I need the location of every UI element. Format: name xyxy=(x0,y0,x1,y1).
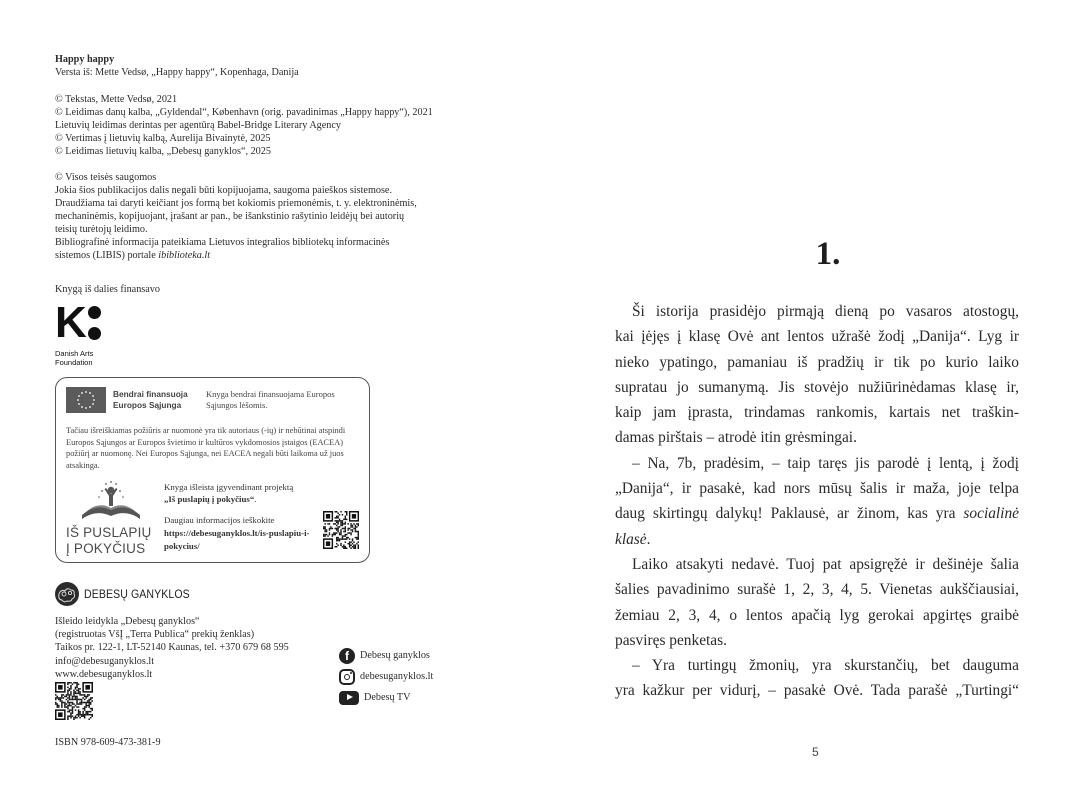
eu-star-icon xyxy=(85,391,87,393)
instagram-icon xyxy=(339,669,355,685)
publisher-address: Taikos pr. 122-1, LT-52140 Kaunas, tel. +370 679 68 595 xyxy=(55,642,289,654)
eu-funding-label: Bendrai finansuoja Europos Sąjunga xyxy=(113,389,188,410)
project-name: „Iš puslapių į pokyčius“ xyxy=(164,494,255,504)
publisher-logo-mark-icon xyxy=(55,582,79,606)
eu-funding-description: Knyga bendrai finansuojama Europos Sąjungos lėšomis. xyxy=(206,389,335,410)
text-line: klasė. xyxy=(615,530,651,548)
paragraph xyxy=(615,653,1019,704)
project-logo xyxy=(66,481,156,557)
publisher-info-line: Išleido leidykla „Debesų ganyklos“ xyxy=(55,616,200,627)
open-book-person-icon xyxy=(80,481,142,523)
project-description: Knyga išleista įgyvendinant projektą „Iš puslapių į pokyčius“. xyxy=(164,482,294,504)
social-facebook[interactable]: f Debesų ganyklos xyxy=(339,645,433,666)
rights-line: © Visos teisės saugomos xyxy=(55,172,157,183)
text-line: pasviręs penketas. xyxy=(615,631,727,649)
paragraph xyxy=(615,451,1019,552)
youtube-icon xyxy=(339,691,359,705)
libis-line xyxy=(55,249,417,262)
eu-star-icon xyxy=(89,392,91,394)
copyright-line: © Tekstas, Mette Vedsø, 2021 xyxy=(55,94,178,105)
rights-block xyxy=(55,171,417,262)
project-link[interactable]: https://debesuganyklos.lt/is-puslapiu-i-pokycius/ xyxy=(164,528,310,551)
copyright-block xyxy=(55,93,433,158)
eu-star-icon xyxy=(81,392,83,394)
copyright-line: © Vertimas į lietuvių kalbą, Aurelija Bivainytė, 2025 xyxy=(55,133,271,144)
publisher-website[interactable]: www.debesuganyklos.lt xyxy=(55,668,153,680)
text-line: yra kažkur per vidurį, – pasakė Ovė. Tada parašė „Turtingi“ xyxy=(615,682,1019,700)
text-line: nieko ypatingo, pamaniau iš pradžių ir tik po kurio laiko xyxy=(615,353,1019,371)
eu-disclaimer: Tačiau išreiškiamas požiūris ar nuomonė yra tik autoriaus (-ių) ir nebūtinai atspindi Europos Sąjungos ar Europos švietimo ir kultūros vykdomosios įstaigos (EACEA) požiūrį ar nuomonę. Nei Europos Sąjunga, nei EACEA negali būti laikoma už juos atsakinga. xyxy=(66,426,346,470)
eu-star-icon xyxy=(89,406,91,408)
eu-funding-box xyxy=(55,377,370,563)
text-line: damas pirštais – atrodė itin grėsmingai. xyxy=(615,429,857,447)
kda-mark xyxy=(55,298,115,347)
social-links xyxy=(339,645,433,708)
rights-line: Bibliografinė informacija pateikiama Lietuvos integralios bibliotekų informacinės xyxy=(55,237,390,248)
libis-prefix: sistemos (LIBIS) portale xyxy=(55,250,159,261)
kda-k-letter: K xyxy=(55,298,85,347)
rights-line: mechaninėmis, kopijuojant, įrašant ar pan., be išankstinio rašytinio leidėjų bei autorių xyxy=(55,211,405,222)
facebook-icon: f xyxy=(339,648,355,664)
eu-star-icon xyxy=(85,407,87,409)
chapter-number: 1. xyxy=(815,236,841,272)
text-line: daug skirtingų dalykų! Paklausė, ar žinom, kas yra socialinė xyxy=(615,505,1019,523)
text-line: „Danija“, ir pasakė, kad nors mūsų šalis ir maža, joje telpa xyxy=(615,480,1019,498)
text-line: kaip jam įprasta, trindamas rankomis, kartais net traškin- xyxy=(615,404,1019,422)
page-number: 5 xyxy=(812,745,819,759)
eu-star-icon xyxy=(78,403,80,405)
copyright-line: © Leidimas danų kalba, „Gyldendal“, København (orig. pavadinimas „Happy happy“), 2021 xyxy=(55,107,433,118)
danish-arts-foundation-logo xyxy=(55,298,115,367)
isbn: ISBN 978-609-473-381-9 xyxy=(55,737,161,748)
eu-star-icon xyxy=(92,395,94,397)
publisher-info-line: (registruotas VšĮ „Terra Publica“ prekių ženklas) xyxy=(55,629,255,641)
text-line: – Na, 7b, pradėsim, – taip taręs jis parodė į lentą, į žodį xyxy=(632,454,1019,472)
eu-star-icon xyxy=(81,406,83,408)
social-instagram[interactable]: debesuganyklos.lt xyxy=(339,666,433,687)
right-page-chapter xyxy=(540,0,1080,801)
text-line: Ši istorija prasidėjo pirmąją dieną po vasaros atostogų, xyxy=(632,303,1019,320)
text-line: supratau jo sumanymą. Jis stovėjo nužiūrinėdamas klasę ir, xyxy=(615,378,1019,396)
libis-link[interactable]: ibiblioteka.lt xyxy=(158,250,211,261)
publisher-logo-name: DEBESŲ GANYKLOS xyxy=(84,587,190,601)
publisher-qr-code-icon[interactable] xyxy=(55,682,93,720)
qr-code-icon[interactable] xyxy=(323,511,359,549)
rights-line: Jokia šios publikacijos dalis negali būti kopijuojama, saugoma paieškos sistemose. xyxy=(55,185,392,196)
project-more-info: Daugiau informacijos ieškokite https://debesuganyklos.lt/is-puslapiu-i-pokycius/ xyxy=(164,514,314,553)
publisher-logo xyxy=(55,582,204,606)
text-line: – Yra turtingų žmonių, yra skurstančių, bet dauguma xyxy=(632,657,1019,675)
rights-line: teisių turėtojų leidimo. xyxy=(55,224,148,235)
copyright-line: Lietuvių leidimas derintas per agentūrą Babel-Bridge Literary Agency xyxy=(55,120,341,131)
eu-star-icon xyxy=(77,399,79,401)
paragraph xyxy=(615,299,1019,451)
text-line: šalies pavadinimo surašė 1, 2, 3, 4, 5. Vienetas aukščiausiai, xyxy=(615,581,1019,599)
translated-from: Versta iš: Mette Vedsø, „Happy happy“, Kopenhaga, Danija xyxy=(55,67,299,78)
paragraph xyxy=(615,552,1019,653)
text-line: kai įėjęs į klasę Ovė ant lentos užrašė žodį „Danija“. Lyg ir xyxy=(615,328,1019,346)
text-line: žemiau 2, 3, 4, o lentos apačią lyg gerokai apgirtęs graibė xyxy=(615,606,1019,624)
chapter-body xyxy=(615,299,1019,704)
project-logo-text: IŠ PUSLAPIŲ Į POKYČIUS xyxy=(66,525,152,556)
copyright-line: © Leidimas lietuvių kalba, „Debesų ganyklos“, 2025 xyxy=(55,146,271,157)
financed-by: Knygą iš dalies finansavo xyxy=(55,284,160,295)
text-line: Laiko atsakyti nedavė. Tuoj pat apsigręžė ir dešinėje šalia xyxy=(632,555,1019,573)
social-youtube[interactable]: Debesų TV xyxy=(339,687,433,708)
publisher-email[interactable]: info@debesuganyklos.lt xyxy=(55,655,155,667)
kda-name: Danish Arts Foundation xyxy=(55,349,94,367)
eu-flag-icon xyxy=(66,387,106,413)
rights-line: Draudžiama tai daryti keičiant jos formą bet kokiomis priemonėmis, t. y. elektroninėmis, xyxy=(55,198,417,209)
eu-star-icon xyxy=(92,403,94,405)
book-title: Happy happy xyxy=(55,54,115,65)
eu-star-icon xyxy=(78,395,80,397)
italic-term: socialinė xyxy=(963,505,1019,523)
publisher-info xyxy=(55,615,289,681)
italic-term: klasė xyxy=(615,530,647,548)
imprint-title-block xyxy=(55,53,299,79)
kda-colon xyxy=(88,306,101,340)
eu-star-icon xyxy=(93,399,95,401)
